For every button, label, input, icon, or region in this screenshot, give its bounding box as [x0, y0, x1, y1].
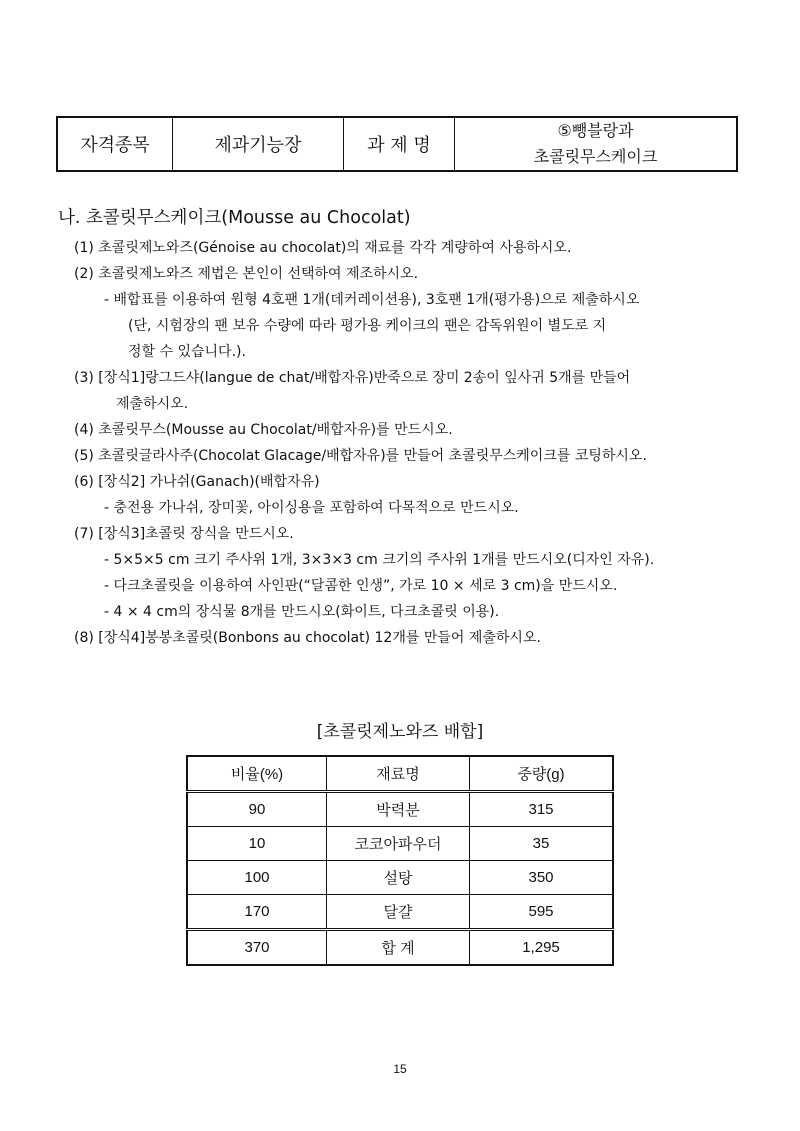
recipe-table	[186, 755, 614, 966]
category-label: 자격종목	[57, 117, 173, 171]
instruction-line: (2) 초콜릿제노와즈 제법은 본인이 선택하여 제조하시오.	[74, 266, 419, 282]
task-line-1: ⑤뺑블랑과	[557, 121, 634, 140]
instruction-line: (7) [장식3]초콜릿 장식을 만드시오.	[74, 526, 294, 542]
table-cell: 315	[470, 792, 614, 827]
total-weight: 1,295	[470, 930, 614, 966]
instruction-line: (8) [장식4]봉봉초콜릿(Bonbons au chocolat) 12개를 만들어 제출하시오.	[74, 630, 541, 646]
task-value	[455, 117, 738, 171]
instruction-line: (6) [장식2] 가나쉬(Ganach)(배합자유)	[74, 474, 320, 490]
table-cell: 박력분	[327, 792, 470, 827]
section-body	[58, 205, 748, 651]
total-label: 합 계	[327, 930, 470, 966]
table-cell: 595	[470, 895, 614, 930]
section-title: 나. 초콜릿무스케이크(Mousse au Chocolat)	[58, 208, 411, 228]
instruction-line: - 4 × 4 cm의 장식물 8개를 만드시오(화이트, 다크초콜릿 이용).	[104, 604, 500, 620]
column-header: 중량(g)	[470, 756, 614, 792]
table-cell: 350	[470, 861, 614, 895]
task-line-2: 초콜릿무스케이크	[533, 147, 658, 166]
column-header: 비율(%)	[187, 756, 327, 792]
table-cell: 90	[187, 792, 327, 827]
table-cell: 10	[187, 827, 327, 861]
table-cell: 100	[187, 861, 327, 895]
instruction-line: - 충전용 가나쉬, 장미꽃, 아이싱용을 포함하여 다목적으로 만드시오.	[104, 500, 519, 516]
instruction-line: 정할 수 있습니다.).	[128, 344, 246, 360]
instruction-line: (4) 초콜릿무스(Mousse au Chocolat/배합자유)를 만드시오.	[74, 422, 453, 438]
table-cell: 설탕	[327, 861, 470, 895]
instruction-line: (5) 초콜릿글라사주(Chocolat Glacage/배합자유)를 만들어 초콜릿무스케이크를 코팅하시오.	[74, 448, 647, 464]
instruction-line: (3) [장식1]랑그드샤(langue de chat/배합자유)반죽으로 장미 2송이 잎사귀 5개를 만들어	[74, 370, 631, 386]
table-row	[187, 861, 613, 895]
table-row	[187, 827, 613, 861]
table-cell: 170	[187, 895, 327, 930]
instruction-line: - 배합표를 이용하여 원형 4호팬 1개(데커레이션용), 3호팬 1개(평가용)으로 제출하시오	[104, 292, 640, 308]
instruction-line: (1) 초콜릿제노와즈(Génoise au chocolat)의 재료를 각각 계량하여 사용하시오.	[74, 240, 572, 256]
instruction-line: - 5×5×5 cm 크기 주사위 1개, 3×3×3 cm 크기의 주사위 1개를 만드시오(디자인 자유).	[104, 552, 655, 568]
task-label: 과 제 명	[344, 117, 455, 171]
category-value: 제과기능장	[173, 117, 344, 171]
column-header: 재료명	[327, 756, 470, 792]
recipe-caption: [초콜릿제노와즈 배합]	[316, 722, 484, 742]
total-ratio: 370	[187, 930, 327, 966]
header-table	[56, 116, 738, 172]
table-cell: 코코아파우더	[327, 827, 470, 861]
table-row	[187, 792, 613, 827]
table-header-row	[187, 756, 613, 792]
table-row	[187, 895, 613, 930]
instruction-line: 제출하시오.	[116, 396, 189, 412]
instruction-line: (단, 시험장의 팬 보유 수량에 따라 평가용 케이크의 팬은 감독위원이 별도로 지	[128, 318, 607, 334]
table-cell: 35	[470, 827, 614, 861]
instruction-line: - 다크초콜릿을 이용하여 사인판(“달콤한 인생”, 가로 10 × 세로 3 cm)을 만드시오.	[104, 578, 618, 594]
page-number: 15	[393, 1062, 407, 1076]
table-total-row	[187, 930, 613, 966]
table-cell: 달걀	[327, 895, 470, 930]
